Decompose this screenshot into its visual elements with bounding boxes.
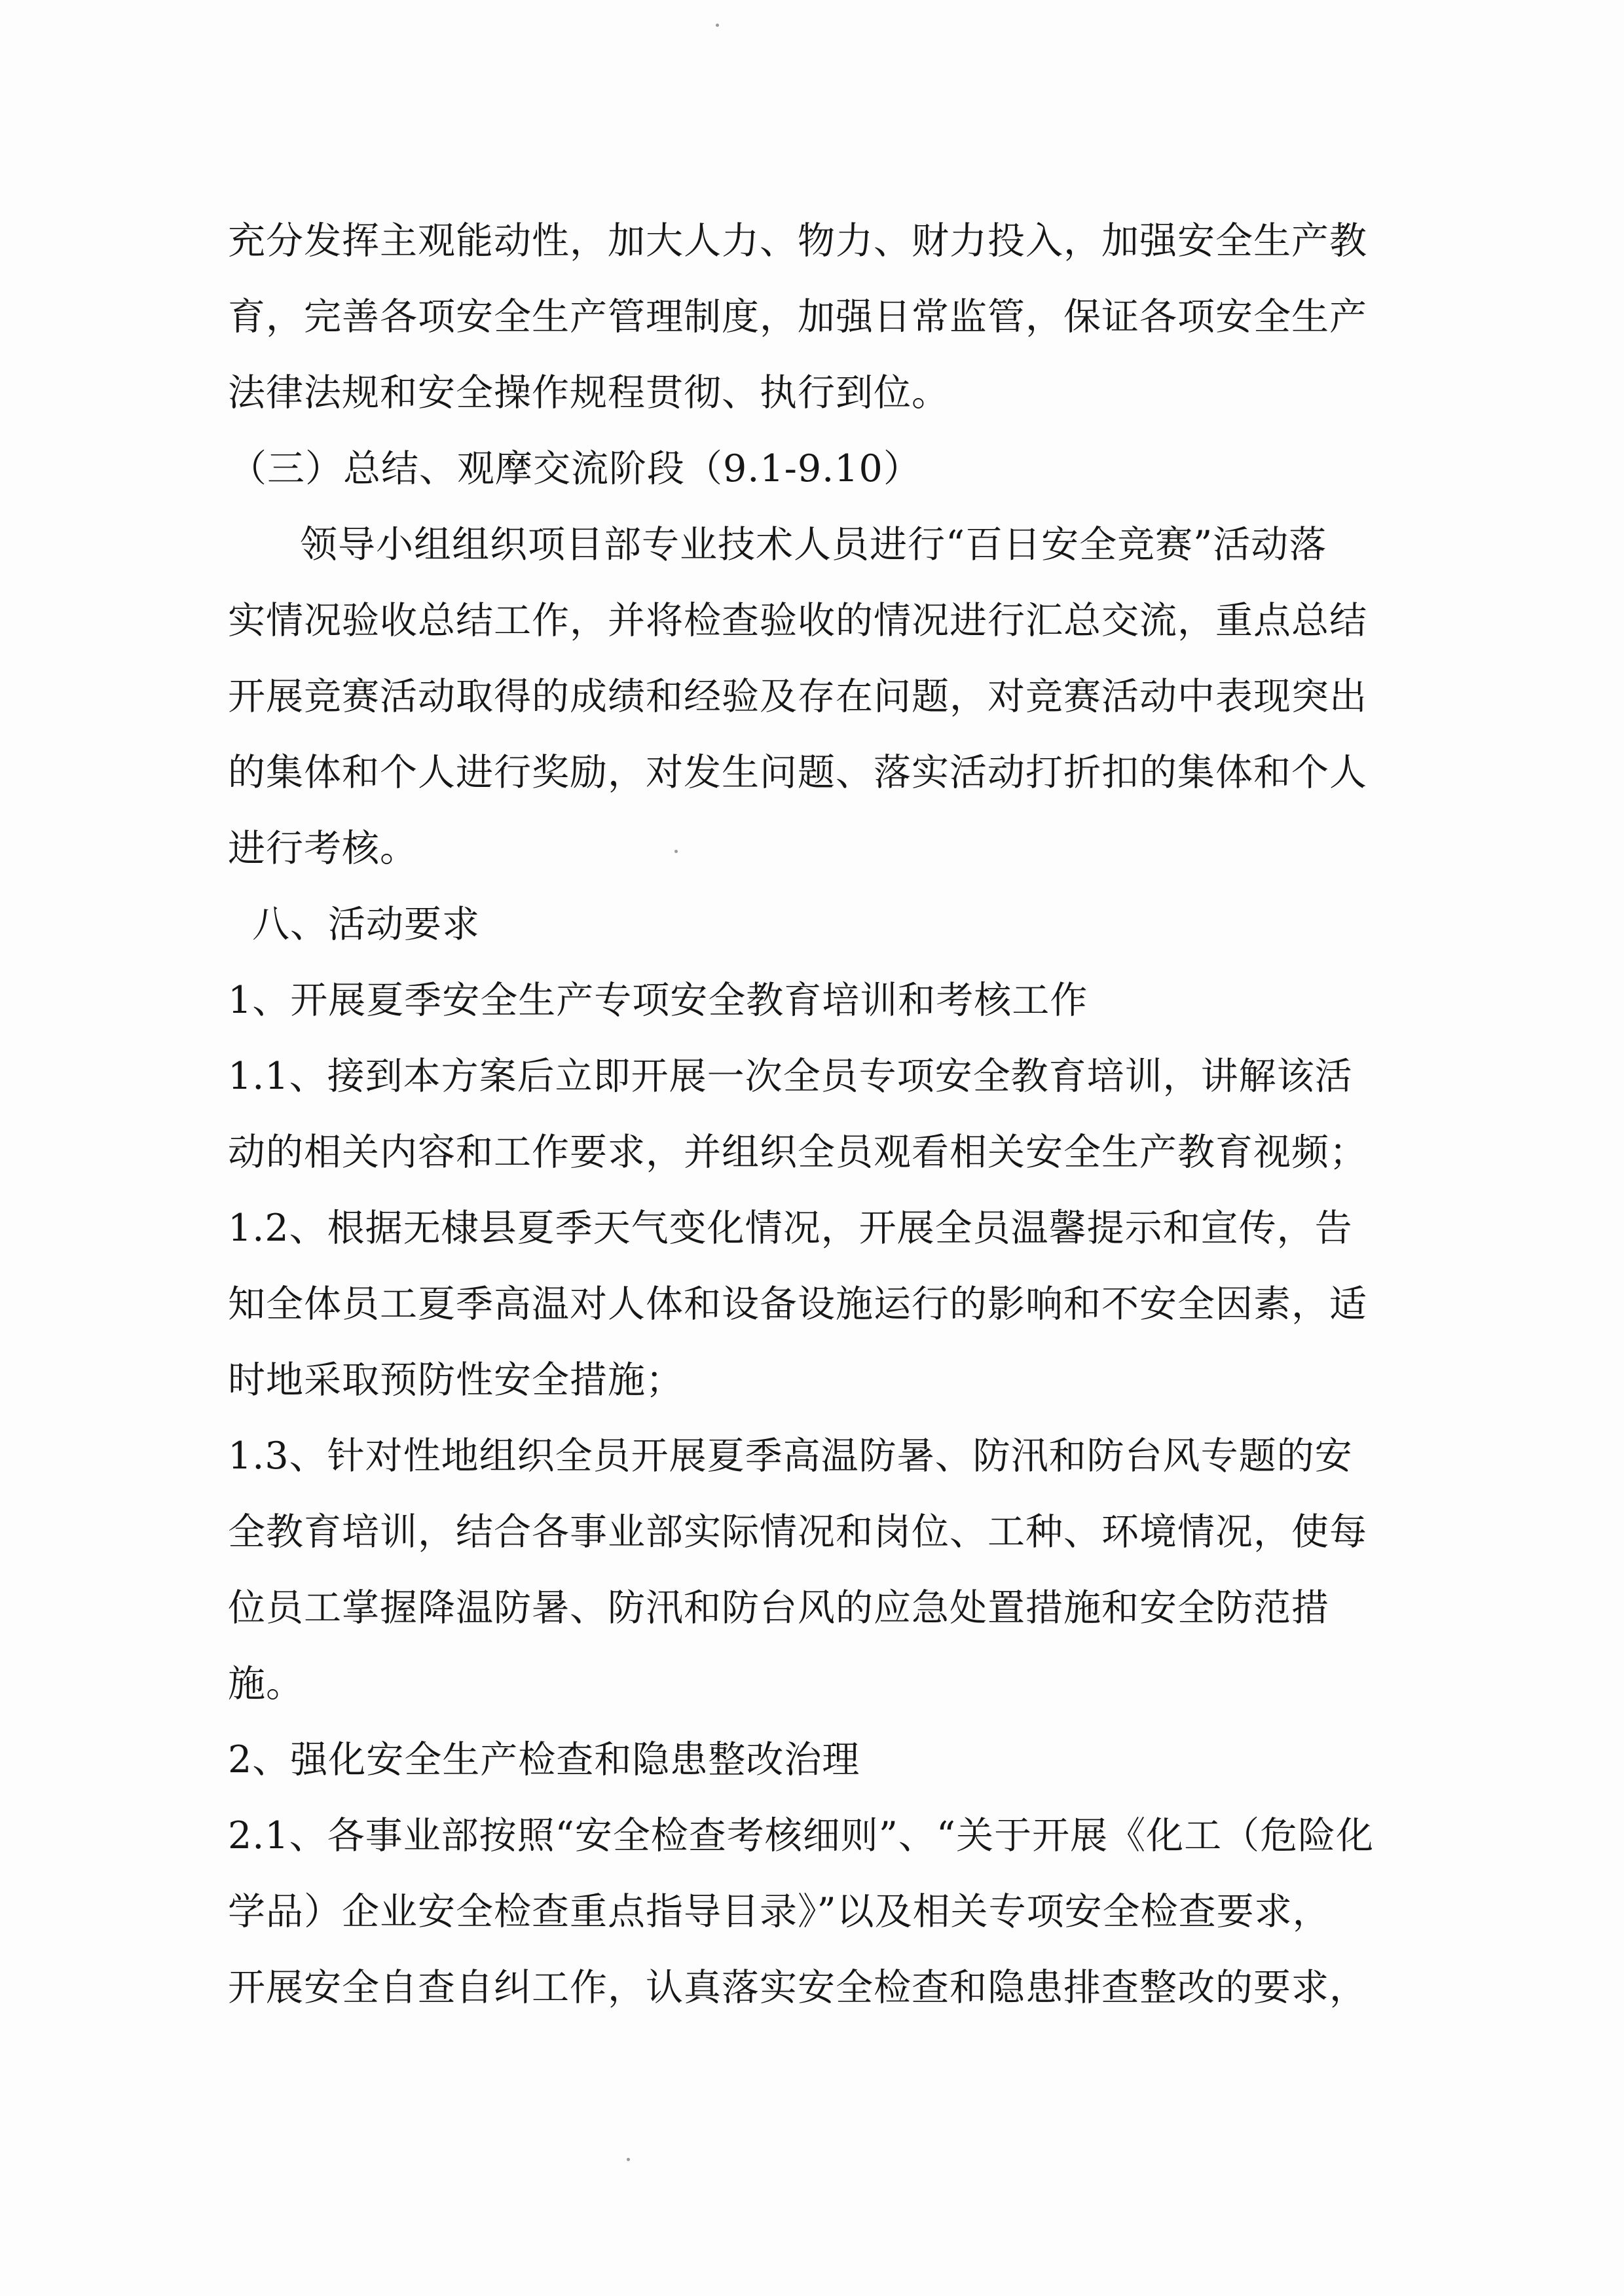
body-text-line: 开展竞赛活动取得的成绩和经验及存在问题，对竞赛活动中表现突出 <box>228 675 1367 718</box>
body-text-line: 位员工掌握降温防暑、防汛和防台风的应急处置措施和安全防范措 <box>228 1586 1329 1630</box>
subsection-heading: 2、强化安全生产检查和隐患整改治理 <box>228 1738 860 1781</box>
section-heading: （三）总结、观摩交流阶段（9.1-9.10） <box>229 447 921 490</box>
subsection-heading: 1、开展夏季安全生产专项安全教育培训和考核工作 <box>228 979 1088 1022</box>
body-text-line: 学品）企业安全检查重点指导目录》”以及相关专项安全检查要求， <box>228 1890 1331 1933</box>
body-text-line: 动的相关内容和工作要求，并组织全员观看相关安全生产教育视频； <box>228 1131 1367 1174</box>
scan-speck <box>674 850 678 853</box>
body-text-line: 育，完善各项安全生产管理制度，加强日常监管，保证各项安全生产 <box>228 295 1367 338</box>
body-text-line: 知全体员工夏季高温对人体和设备设施运行的影响和不安全因素，适 <box>228 1283 1367 1326</box>
body-text-line: 全教育培训，结合各事业部实际情况和岗位、工种、环境情况，使每 <box>228 1510 1367 1554</box>
scan-speck <box>716 24 719 27</box>
body-text-line: 充分发挥主观能动性，加大人力、物力、财力投入，加强安全生产教 <box>228 219 1367 263</box>
body-text-line: 1.3、针对性地组织全员开展夏季高温防暑、防汛和防台风专题的安 <box>228 1434 1353 1478</box>
body-text-line: 领导小组组织项目部专业技术人员进行“百日安全竞赛”活动落 <box>300 523 1327 566</box>
body-text-line: 1.1、接到本方案后立即开展一次全员专项安全教育培训，讲解该活 <box>228 1055 1353 1098</box>
body-text-line: 1.2、根据无棣县夏季天气变化情况，开展全员温馨提示和宣传，告 <box>228 1207 1353 1250</box>
section-heading: 八、活动要求 <box>252 903 480 946</box>
body-text-line: 2.1、各事业部按照“安全检查考核细则”、“关于开展《化工（危险化 <box>228 1814 1375 1857</box>
body-text-line: 进行考核。 <box>228 827 418 870</box>
body-text-line: 实情况验收总结工作，并将检查验收的情况进行汇总交流，重点总结 <box>228 599 1367 642</box>
scan-speck <box>627 2158 630 2161</box>
body-text-line: 开展安全自查自纠工作，认真落实安全检查和隐患排查整改的要求， <box>228 1966 1367 2009</box>
body-text-line: 施。 <box>228 1662 304 1705</box>
body-text-line: 法律法规和安全操作规程贯彻、执行到位。 <box>228 371 950 414</box>
body-text-line: 的集体和个人进行奖励，对发生问题、落实活动打折扣的集体和个人 <box>228 751 1367 794</box>
body-text-line: 时地采取预防性安全措施； <box>228 1358 684 1402</box>
